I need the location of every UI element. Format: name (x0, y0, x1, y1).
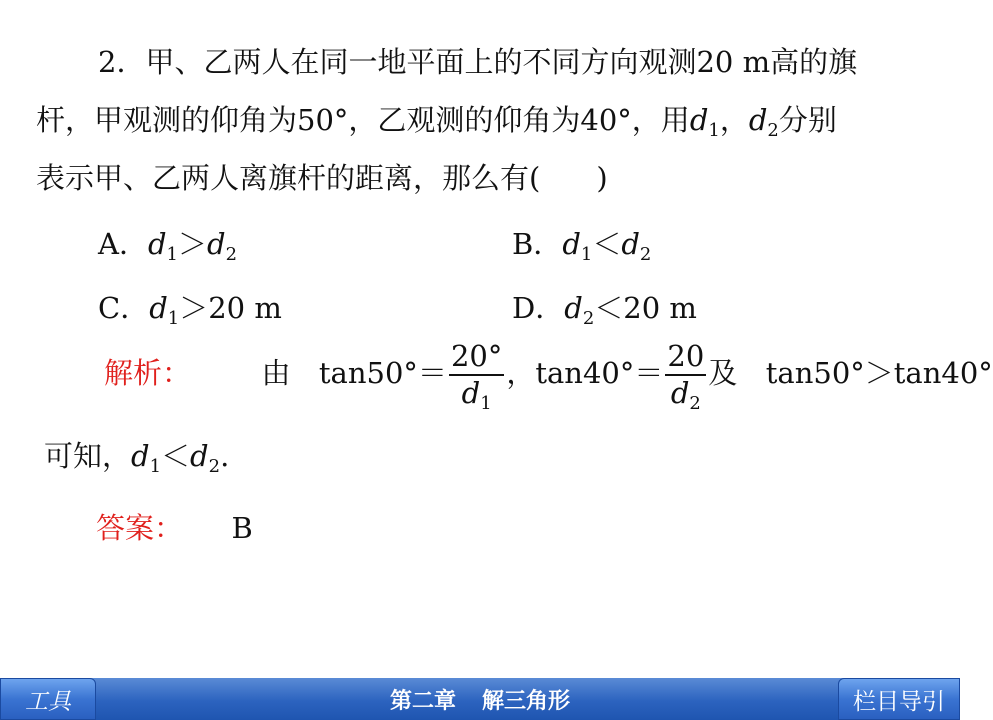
answer-line (96, 511, 253, 545)
option-c: C．$d_1>20$ m (98, 291, 282, 329)
fraction-20-over-d1: $\frac{20^\circ}{d_1}$ (450, 339, 503, 414)
bottom-nav-bar (0, 678, 960, 720)
chapter-title: 第二章 解三角形 (389, 687, 571, 714)
option-d: D．$d_2<20$ m (512, 291, 697, 329)
question-line-1: 2．甲、乙两人在同一地平面上的不同方向观测20 m高的旗 (98, 45, 858, 79)
question-line-3: 表示甲、乙两人离旗杆的距离，那么有( ) (36, 161, 608, 195)
question-line-2: 杆，甲观测的仰角为50°，乙观测的仰角为40°，用$d_1$，$d_2$分别 (36, 103, 837, 141)
answer-label: 答案： (96, 511, 184, 545)
fraction-20-over-d2: $\frac{20}{d_2}$ (667, 339, 705, 414)
analysis-line: 解析： 由 tan50°＝ $\frac{20^\circ}{d_1}$ ，tan40°＝ $\frac{20}{d_2}$ 及 tan50°＞tan40° (104, 339, 993, 414)
analysis-label: 解析： (104, 356, 192, 390)
question-number: 2． (98, 45, 146, 79)
tools-button[interactable]: 工具 (0, 678, 96, 720)
section-nav-button[interactable]: 栏目导引 (838, 678, 960, 720)
answer-value: B (231, 511, 253, 545)
conclusion-line: 可知，$d_1<d_2$. (44, 439, 230, 477)
option-a: A．$d_1>d_2$ (98, 227, 237, 265)
option-b: B．$d_1<d_2$ (512, 227, 652, 265)
